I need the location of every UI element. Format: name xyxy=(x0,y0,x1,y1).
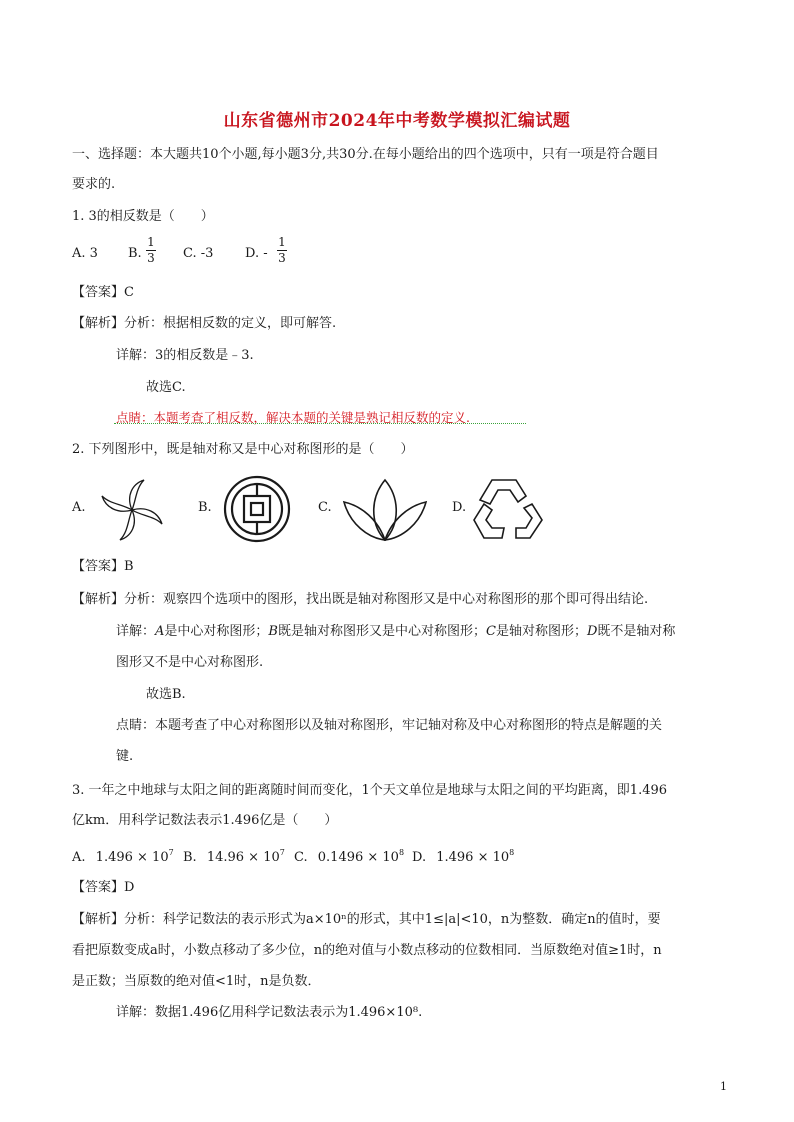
q2-option-b-label: B. xyxy=(198,500,212,515)
section-heading-cont: 要求的. xyxy=(72,177,116,192)
q3-option-c xyxy=(294,848,404,865)
q2-option-a-label: A. xyxy=(72,500,86,515)
q2-comment: 点睛：本题考查了中心对称图形以及轴对称图形，牢记轴对称及中心对称图形的特点是解题的关 xyxy=(116,718,663,733)
option-label: A. xyxy=(72,850,86,865)
option-base: 0.1496 × 10 xyxy=(317,850,399,865)
option-a-desc: 是中心对称图形； xyxy=(164,624,269,639)
q3-analysis-cont2: 是正数；当原数的绝对值<1时，n是负数． xyxy=(72,974,321,989)
q2-option-c-label: C. xyxy=(318,500,332,515)
q3-answer: 【答案】D xyxy=(72,880,135,895)
option-label: C. xyxy=(294,850,308,865)
option-base: 1.496 × 10 xyxy=(95,850,169,865)
lotus-figure xyxy=(340,474,430,544)
q2-choose: 故选B. xyxy=(146,687,186,702)
option-label: B. xyxy=(183,850,197,865)
q2-detail xyxy=(116,623,675,641)
option-exponent: 7 xyxy=(279,848,285,857)
option-ref-a: A xyxy=(155,624,165,639)
q1-option-d-fraction xyxy=(277,236,287,265)
q1-answer: 【答案】C xyxy=(72,285,134,300)
q3-analysis: 【解析】分析：科学记数法的表示形式为a×10ⁿ的形式，其中1≤|a|<10，n为整数．确定n的值时，要 xyxy=(72,912,661,927)
recycle-figure xyxy=(472,474,546,542)
q1-option-c: C. -3 xyxy=(183,246,214,261)
q1-option-b-fraction xyxy=(146,236,156,265)
fraction-numerator: 1 xyxy=(278,235,286,249)
detail-prefix: 详解： xyxy=(116,624,156,639)
q1-option-b-label: B. xyxy=(128,246,142,261)
q3-option-d xyxy=(412,848,514,865)
option-d-desc: 既不是轴对称 xyxy=(597,624,676,639)
option-base: 1.496 × 10 xyxy=(436,850,510,865)
q1-analysis: 【解析】分析：根据相反数的定义，即可解答. xyxy=(72,316,337,331)
option-base: 14.96 × 10 xyxy=(206,850,280,865)
fraction-denominator: 3 xyxy=(147,251,155,265)
q2-answer: 【答案】B xyxy=(72,559,134,574)
fraction-numerator: 1 xyxy=(147,235,155,249)
fraction-denominator: 3 xyxy=(278,251,286,265)
q3-detail: 详解：数据1.496亿用科学记数法表示为1.496×10⁸. xyxy=(116,1005,423,1020)
q1-detail: 详解：3的相反数是﹣3. xyxy=(116,348,254,363)
coin-logo-figure xyxy=(222,474,292,544)
pinwheel-figure xyxy=(96,476,168,544)
q3-option-b xyxy=(183,848,285,865)
option-exponent: 8 xyxy=(398,848,405,857)
q1-comment: 点睛：本题考查了相反数，解决本题的关键是熟记相反数的定义. xyxy=(116,410,470,425)
q3-analysis-cont1: 看把原数变成a时，小数点移动了多少位，n的绝对值与小数点移动的位数相同．当原数绝对值≥1时，n xyxy=(72,943,662,958)
q3-stem: 3. 一年之中地球与太阳之间的距离随时间而变化，1个天文单位是地球与太阳之间的平均距离，即1.496 xyxy=(72,783,668,798)
q1-option-d-label: D. - xyxy=(245,246,268,261)
option-exponent: 7 xyxy=(168,848,174,857)
q1-stem: 1. 3的相反数是（ ） xyxy=(72,209,214,224)
document-title: 山东省德州市2024年中考数学模拟汇编试题 xyxy=(223,111,571,131)
section-heading: 一、选择题：本大题共10个小题,每小题3分,共30分.在每小题给出的四个选项中，只有一项是符合题目 xyxy=(72,147,659,162)
option-c-desc: 是轴对称图形； xyxy=(495,624,587,639)
option-ref-b: B xyxy=(268,624,278,639)
option-ref-c: C xyxy=(486,624,496,639)
option-exponent: 8 xyxy=(509,848,515,857)
q2-option-d-label: D. xyxy=(452,500,467,515)
option-ref-d: D xyxy=(586,624,598,639)
q1-choose: 故选C. xyxy=(146,380,186,395)
option-label: D. xyxy=(412,850,427,865)
page-number: 1 xyxy=(720,1080,727,1093)
q2-comment-cont: 键. xyxy=(116,749,134,764)
q3-stem-cont: 亿km．用科学记数法表示1.496亿是（ ） xyxy=(72,813,338,828)
q2-detail-cont: 图形又不是中心对称图形. xyxy=(116,655,264,670)
q1-option-a: A. 3 xyxy=(72,246,98,261)
q2-stem: 2. 下列图形中，既是轴对称又是中心对称图形的是（ ） xyxy=(72,442,414,457)
q3-option-a xyxy=(72,848,174,865)
option-b-desc: 既是轴对称图形又是中心对称图形； xyxy=(277,624,486,639)
comment-underline xyxy=(114,420,526,424)
q2-analysis: 【解析】分析：观察四个选项中的图形，找出既是轴对称图形又是中心对称图形的那个即可得出结论. xyxy=(72,592,649,607)
